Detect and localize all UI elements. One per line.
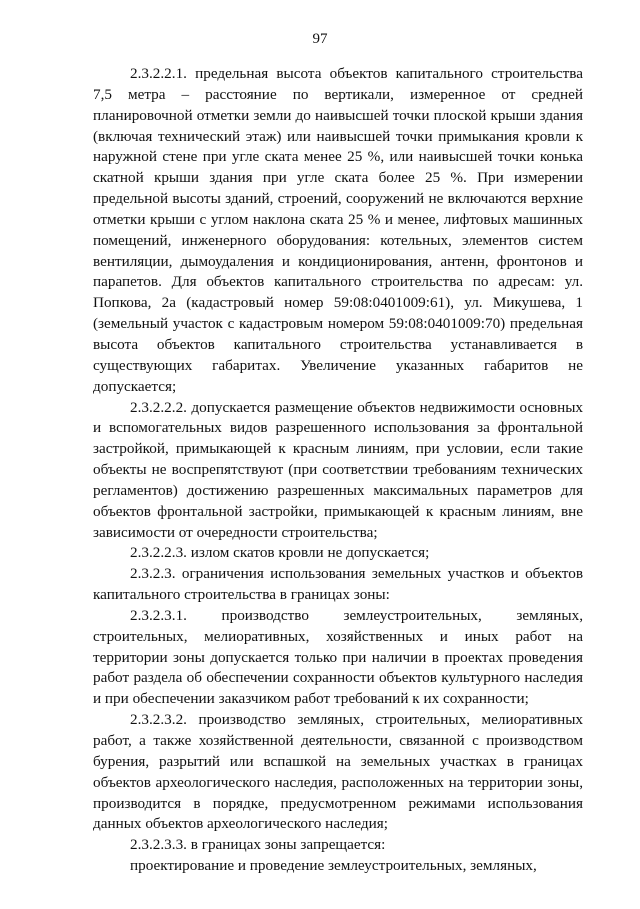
- document-text: [93, 64, 583, 877]
- paragraph-2-3-2-3-2: 2.3.2.3.2. производство земляных, строительных, мелиоративных работ, а также хозяйственной деятельности, связанной с производством бурения, разрытий или вспашкой на земельных участках в границах объектов археологического наследия, расположенных на территории зоны, производится в порядке, предусмотренном режимами использования данных объектов археологического наследия;: [93, 711, 583, 833]
- page-number: 97: [312, 31, 328, 47]
- paragraph-2-3-2-2-3: 2.3.2.2.3. излом скатов кровли не допускается;: [130, 544, 430, 562]
- paragraph-2-3-2-2-1: 2.3.2.2.1. предельная высота объектов капитального строительства 7,5 метра – расстояние по вертикали, измеренное от средней планировочной отметки земли до наивысшей точки плоской крыши здания (включая технический этаж) или наивысшей точки примыкания кровли к наружной стене при угле ската менее 25 %, или наивысшей точки конька скатной крыши здания при угле ската более 25 %. При измерении предельной высоты зданий, строений, сооружений не включаются верхние отметки крыши с углом наклона ската 25 % и менее, лифтовых машинных помещений, инженерного оборудования: котельных, элементов систем вентиляции, дымоудаления и кондиционирования, антенн, фронтонов и парапетов. Для объектов капитального строительства по адресам: ул. Попкова, 2а (кадастровый номер 59:08:0401009:61), ул. Микушева, 1 (земельный участок с кадастровым номером 59:08:0401009:70) предельная высота объектов капитального строительства устанавливается в существующих габаритах. Увеличение указанных габаритов не допускается;: [93, 65, 583, 395]
- paragraph-2-3-2-2-2: 2.3.2.2.2. допускается размещение объектов недвижимости основных и вспомогательных видов разрешенного использования за фронтальной застройкой, примыкающей к красным линиям, при условии, если такие объекты не воспрепятствуют (при соответствии требованиям технических регламентов) достижению разрешенных максимальных параметров для объектов фронтальной застройки, примыкающей к красным линиям, вне зависимости от очередности строительства;: [93, 398, 583, 541]
- paragraph-2-3-2-3-3: 2.3.2.3.3. в границах зоны запрещается:: [130, 836, 386, 854]
- paragraph-list-item: проектирование и проведение землеустроительных, земляных,: [130, 857, 537, 875]
- paragraph-2-3-2-3-1: 2.3.2.3.1. производство землеустроительных, земляных, строительных, мелиоративных, хозяйственных и иных работ на территории зоны допускается только при наличии в проектах проведения работ раздела об обеспечении сохранности объектов культурного наследия и при обеспечении заказчиком работ требований к их сохранности;: [93, 606, 583, 708]
- paragraph-2-3-2-3: 2.3.2.3. ограничения использования земельных участков и объектов капитального строительства в границах зоны:: [93, 565, 583, 604]
